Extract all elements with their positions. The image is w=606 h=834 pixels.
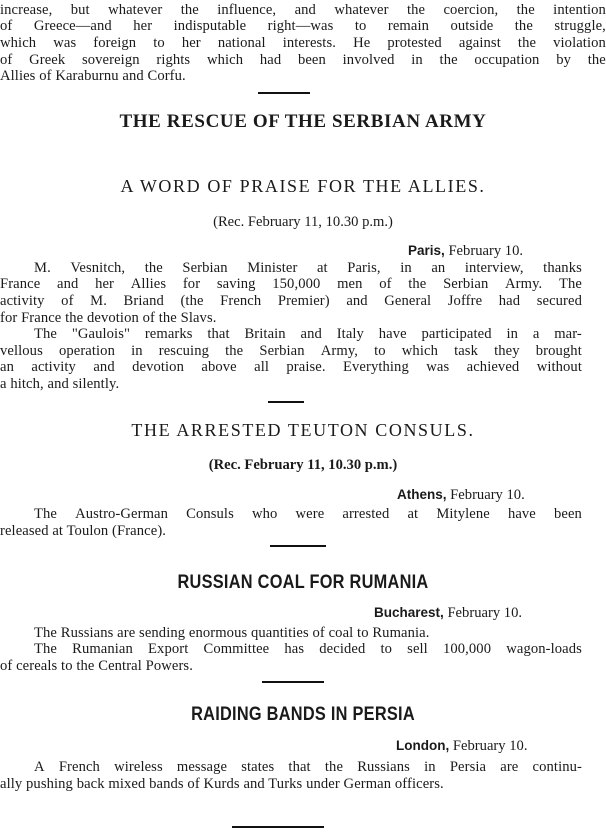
article-1-line-3: activity of M. Briand (the French Premier) and General Joffre had secured	[0, 293, 582, 309]
intro-line-3: which was foreign to her national interests. He protested against the violation	[0, 35, 606, 51]
article-4-dateline	[396, 738, 527, 755]
article-2-place: Athens,	[397, 487, 447, 502]
article-1-line-5: The "Gaulois" remarks that Britain and Italy have participated in a mar-	[34, 326, 582, 342]
article-2-line-1: The Austro-German Consuls who were arrested at Mitylene have been	[34, 506, 582, 522]
intro-line-5: Allies of Karaburnu and Corfu.	[0, 68, 186, 84]
article-4-line-1: A French wireless message states that the Russians in Persia are continu-	[34, 759, 582, 775]
divider-rule	[268, 401, 304, 403]
article-1-line-4: for France the devotion of the Slavs.	[0, 310, 217, 326]
section-title: THE RESCUE OF THE SERBIAN ARMY	[119, 111, 487, 132]
divider-rule	[232, 826, 324, 828]
article-4-line-2: ally pushing back mixed bands of Kurds and Turks under German officers.	[0, 776, 444, 792]
article-1-place: Paris,	[408, 243, 445, 258]
article-2-date: February 10.	[450, 487, 525, 503]
article-1-dateline	[408, 243, 523, 260]
article-2-received: (Rec. February 11, 10.30 p.m.)	[208, 457, 398, 473]
article-4-date: February 10.	[452, 738, 528, 754]
article-1-date: February 10.	[448, 243, 524, 259]
article-3-line-1: The Russians are sending enormous quantities of coal to Rumania.	[34, 625, 430, 641]
article-3-date: February 10.	[447, 605, 523, 621]
article-1-line-8: a hitch, and silently.	[0, 376, 120, 392]
article-1-line-6: vellous operation in rescuing the Serbian Army, to which task they brought	[0, 343, 582, 359]
article-2-dateline	[397, 487, 525, 504]
article-3-dateline	[374, 605, 522, 622]
article-4-headline: RAIDING BANDS IN PERSIA	[191, 704, 415, 725]
article-3-headline: RUSSIAN COAL FOR RUMANIA	[177, 572, 429, 593]
divider-rule	[258, 92, 310, 94]
article-4-place: London,	[396, 738, 450, 753]
article-1-line-1: M. Vesnitch, the Serbian Minister at Paris, in an interview, thanks	[34, 260, 582, 276]
article-1-received: (Rec. February 11, 10.30 p.m.)	[213, 214, 393, 230]
article-3-line-3: of cereals to the Central Powers.	[0, 658, 193, 674]
intro-line-2: of Greece—and her indisputable right—was to remain outside the struggle,	[0, 18, 606, 34]
article-3-place: Bucharest,	[374, 605, 444, 620]
article-2-line-2: released at Toulon (France).	[0, 523, 167, 539]
divider-rule	[262, 681, 324, 683]
article-1-line-2: France and her Allies for saving 150,000 men of the Serbian Army. The	[0, 276, 582, 292]
divider-rule	[270, 545, 326, 547]
article-2-headline: THE ARRESTED TEUTON CONSULS.	[131, 420, 475, 440]
intro-line-4: of Greek sovereign rights which had been involved in the occupation by the	[0, 52, 606, 68]
intro-line-1: increase, but whatever the influence, and whatever the coercion, the intention	[0, 2, 606, 18]
article-3-line-2: The Rumanian Export Committee has decided to sell 100,000 wagon-loads	[34, 641, 582, 657]
article-1-headline: A WORD OF PRAISE FOR THE ALLIES.	[120, 176, 486, 196]
article-1-line-7: an activity and devotion above all praise. Everything was achieved without	[0, 359, 582, 375]
